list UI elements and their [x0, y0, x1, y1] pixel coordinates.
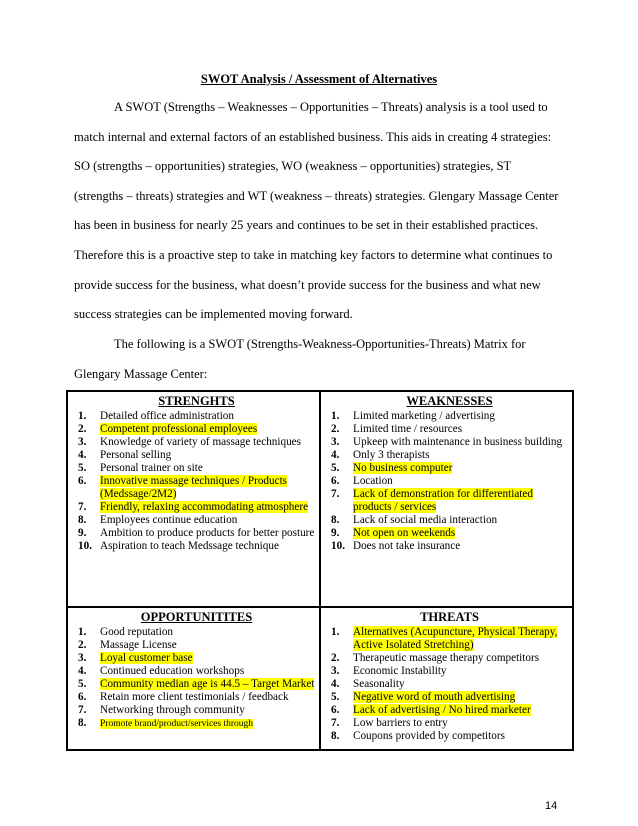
paragraph-line: Therefore this is a proactive step to take in matching key factors to determine what continues to: [74, 247, 553, 262]
item-text: Continued education workshops: [100, 665, 245, 677]
opportunities-list: [78, 626, 315, 731]
threats-list: [331, 626, 568, 743]
paragraph-line: has been in business for nearly 25 years and continues to be set in their established practices.: [74, 218, 539, 233]
item-text: Alternatives (Acupuncture, Physical Therapy, Active Isolated Stretching): [353, 626, 558, 651]
paragraph-line: match internal and external factors of an established business. This aids in creating 4 strategies:: [74, 129, 552, 144]
item-number: 6.: [331, 704, 340, 716]
strengths-list: [78, 410, 315, 553]
item-text: Seasonality: [353, 678, 405, 690]
opportunities-cell: [67, 607, 320, 750]
item-number: 2.: [331, 652, 340, 664]
strengths-item: [78, 540, 315, 553]
item-number: 3.: [331, 436, 340, 448]
item-number: 9.: [331, 527, 340, 539]
intro-paragraph: [74, 93, 572, 330]
item-text: Only 3 therapists: [353, 449, 430, 461]
weaknesses-item: [331, 449, 568, 462]
item-number: 5.: [78, 462, 87, 474]
item-text: Limited marketing / advertising: [353, 410, 495, 422]
item-number: 5.: [331, 462, 340, 474]
paragraph-line: The following is a SWOT (Strengths-Weakness-Opportunities-Threats) Matrix for: [114, 337, 526, 351]
item-text: Coupons provided by competitors: [353, 730, 505, 742]
strengths-item: [78, 449, 315, 462]
item-text: Community median age is 44.5 – Target Market: [100, 678, 315, 690]
strengths-item: [78, 527, 315, 540]
item-text: Economic Instability: [353, 665, 447, 677]
item-number: 8.: [331, 514, 340, 526]
item-number: 4.: [78, 665, 87, 677]
item-text: No business computer: [353, 462, 453, 474]
item-text: Massage License: [100, 639, 177, 651]
swot-matrix-table: [66, 390, 574, 751]
threats-item: [331, 652, 568, 665]
strengths-item: [78, 501, 315, 514]
item-number: 4.: [331, 678, 340, 690]
strengths-item: [78, 436, 315, 449]
item-text: Not open on weekends: [353, 527, 456, 539]
threats-item: [331, 678, 568, 691]
item-text: Therapeutic massage therapy competitors: [353, 652, 540, 664]
item-text: Lack of social media interaction: [353, 514, 498, 526]
item-number: 8.: [78, 717, 87, 729]
item-text: Networking through community: [100, 704, 245, 716]
item-number: 3.: [331, 665, 340, 677]
paragraph-line: success strategies can be implemented moving forward.: [74, 307, 353, 322]
page-number: 14: [545, 800, 558, 812]
item-text: Innovative massage techniques / Products (Medssage/2M2): [100, 475, 288, 500]
item-number: 3.: [78, 436, 87, 448]
item-number: 1.: [331, 626, 340, 638]
item-number: 7.: [331, 717, 340, 729]
item-text: Upkeep with maintenance in business building: [353, 436, 563, 448]
weaknesses-item: [331, 436, 568, 449]
item-number: 1.: [331, 410, 340, 422]
item-number: 6.: [78, 691, 87, 703]
item-number: 10.: [331, 540, 345, 552]
item-text: Lack of demonstration for differentiated products / services: [353, 488, 533, 513]
item-text: Promote brand/product/services through: [100, 719, 254, 729]
weaknesses-item: [331, 514, 568, 527]
section-title: SWOT Analysis / Assessment of Alternatives: [200, 72, 438, 86]
weaknesses-item: [331, 410, 568, 423]
weaknesses-item: [331, 462, 568, 475]
item-number: 8.: [78, 514, 87, 526]
item-text: Low barriers to entry: [353, 717, 448, 729]
item-text: Personal trainer on site: [100, 462, 203, 474]
strengths-item: [78, 514, 315, 527]
item-text: Does not take insurance: [353, 540, 461, 552]
threats-cell: [320, 607, 573, 750]
item-number: 5.: [331, 691, 340, 703]
paragraph-line: A SWOT (Strengths – Weaknesses – Opportunities – Threats) analysis is a tool used to: [114, 100, 548, 114]
strengths-item: [78, 475, 315, 501]
item-text: Loyal customer base: [100, 652, 193, 664]
strengths-item: [78, 462, 315, 475]
opportunities-item: [78, 704, 315, 717]
paragraph-line: Glengary Massage Center:: [74, 366, 208, 381]
item-number: 7.: [78, 501, 87, 513]
item-number: 9.: [78, 527, 87, 539]
paragraph-line: SO (strengths – opportunities) strategies, WO (weakness – opportunities) strategies, ST: [74, 159, 512, 174]
matrix-intro-paragraph: [74, 330, 572, 389]
strengths-heading: STRENGHTS: [158, 394, 235, 408]
paragraph-line: provide success for the business, what doesn’t provide success for the business and what new: [74, 277, 541, 292]
item-number: 3.: [78, 652, 87, 664]
item-number: 7.: [331, 488, 340, 500]
item-number: 10.: [78, 540, 92, 552]
strengths-cell: [67, 391, 320, 607]
item-number: 2.: [78, 423, 87, 435]
weaknesses-item: [331, 475, 568, 488]
item-number: 4.: [331, 449, 340, 461]
opportunities-item: [78, 665, 315, 678]
item-number: 2.: [78, 639, 87, 651]
opportunities-item: [78, 652, 315, 665]
strengths-item: [78, 423, 315, 436]
weaknesses-item: [331, 527, 568, 540]
threats-item: [331, 730, 568, 743]
item-text: Personal selling: [100, 449, 172, 461]
item-number: 1.: [78, 410, 87, 422]
item-text: Detailed office administration: [100, 410, 234, 422]
item-text: Knowledge of variety of massage techniques: [100, 436, 301, 448]
opportunities-item: [78, 691, 315, 704]
weaknesses-list: [331, 410, 568, 553]
threats-heading: THREATS: [420, 610, 479, 624]
threats-item: [331, 691, 568, 704]
weaknesses-item: [331, 423, 568, 436]
paragraph-line: (strengths – threats) strategies and WT (weakness – threats) strategies. Glengary Massage Center: [74, 188, 559, 203]
item-text: Aspiration to teach Medssage technique: [100, 540, 279, 552]
item-number: 5.: [78, 678, 87, 690]
item-text: Limited time / resources: [353, 423, 463, 435]
strengths-item: [78, 410, 315, 423]
item-number: 4.: [78, 449, 87, 461]
threats-item: [331, 626, 568, 652]
item-text: Friendly, relaxing accommodating atmosphere: [100, 501, 309, 513]
threats-item: [331, 704, 568, 717]
item-number: 8.: [331, 730, 340, 742]
item-text: Location: [353, 475, 393, 487]
item-text: Retain more client testimonials / feedback: [100, 691, 289, 703]
item-number: 7.: [78, 704, 87, 716]
weaknesses-item: [331, 488, 568, 514]
item-text: Employees continue education: [100, 514, 238, 526]
weaknesses-cell: [320, 391, 573, 607]
item-text: Good reputation: [100, 626, 174, 638]
item-text: Ambition to produce products for better posture: [100, 527, 315, 539]
opportunities-item: [78, 717, 315, 731]
item-text: Competent professional employees: [100, 423, 258, 435]
item-number: 6.: [78, 475, 87, 487]
item-text: Lack of advertising / No hired marketer: [353, 704, 531, 716]
opportunities-item: [78, 626, 315, 639]
weaknesses-heading: WEAKNESSES: [406, 394, 493, 408]
item-number: 6.: [331, 475, 340, 487]
item-text: Negative word of mouth advertising: [353, 691, 516, 703]
opportunities-heading: OPPORTUNITITES: [140, 610, 253, 624]
opportunities-item: [78, 678, 315, 691]
threats-item: [331, 665, 568, 678]
item-number: 1.: [78, 626, 87, 638]
opportunities-item: [78, 639, 315, 652]
item-number: 2.: [331, 423, 340, 435]
threats-item: [331, 717, 568, 730]
weaknesses-item: [331, 540, 568, 553]
